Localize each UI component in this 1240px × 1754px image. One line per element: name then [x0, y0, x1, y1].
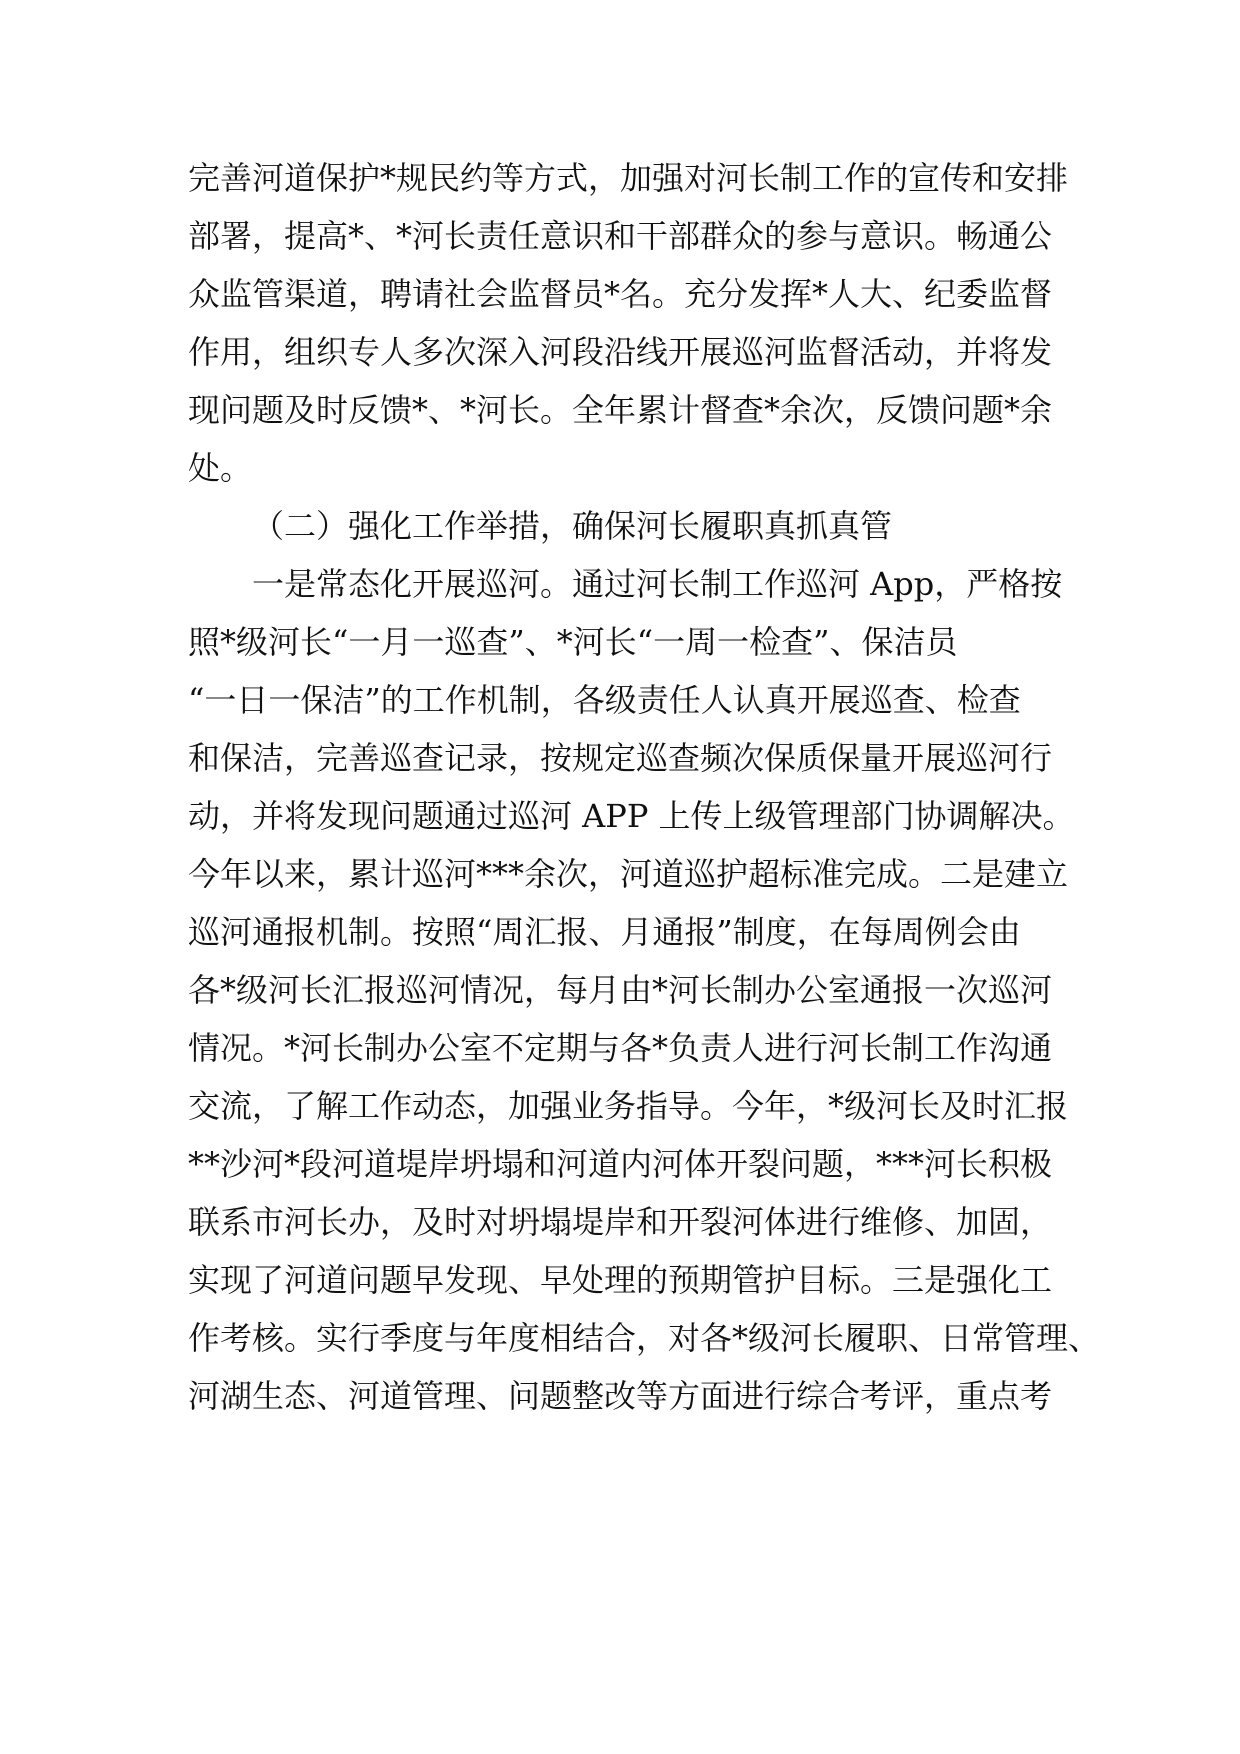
- paragraph-line: 动，并将发现问题通过巡河 APP 上传上级管理部门协调解决。: [188, 797, 1075, 835]
- paragraph-line: 交流，了解工作动态，加强业务指导。今年，*级河长及时汇报: [188, 1087, 1069, 1125]
- paragraph-line: 作用，组织专人多次深入河段沿线开展巡河监督活动，并将发: [188, 333, 1053, 371]
- paragraph-line: 照*级河长“一月一巡查”、*河长“一周一检查”、保洁员: [188, 623, 958, 661]
- paragraph-line: 一是常态化开展巡河。通过河长制工作巡河 App，严格按: [252, 565, 1063, 603]
- paragraph-line: 河湖生态、河道管理、问题整改等方面进行综合考评，重点考: [188, 1377, 1053, 1415]
- paragraph-line: 现问题及时反馈*、*河长。全年累计督查*余次，反馈问题*余: [188, 391, 1053, 429]
- paragraph-line: 巡河通报机制。按照“周汇报、月通报”制度，在每周例会由: [188, 913, 1021, 951]
- paragraph-line: 联系市河长办，及时对坍塌堤岸和开裂河体进行维修、加固，: [188, 1203, 1053, 1241]
- paragraph-line: 今年以来，累计巡河***余次，河道巡护超标准完成。二是建立: [188, 855, 1069, 893]
- paragraph-line: 实现了河道问题早发现、早处理的预期管护目标。三是强化工: [188, 1261, 1053, 1299]
- paragraph-line: 完善河道保护*规民约等方式，加强对河长制工作的宣传和安排: [188, 159, 1069, 197]
- paragraph-line: **沙河*段河道堤岸坍塌和河道内河体开裂问题，***河长积极: [188, 1145, 1053, 1183]
- paragraph-line: 部署，提高*、*河长责任意识和干部群众的参与意识。畅通公: [188, 217, 1053, 255]
- paragraph-line: 处。: [188, 449, 253, 487]
- paragraph-line: 作考核。实行季度与年度相结合，对各*级河长履职、日常管理、: [188, 1319, 1101, 1357]
- paragraph-line: 和保洁，完善巡查记录，按规定巡查频次保质保量开展巡河行: [188, 739, 1053, 777]
- paragraph-line: 情况。*河长制办公室不定期与各*负责人进行河长制工作沟通: [188, 1029, 1053, 1067]
- paragraph-line: 各*级河长汇报巡河情况，每月由*河长制办公室通报一次巡河: [188, 971, 1053, 1009]
- section-heading: （二）强化工作举措，确保河长履职真抓真管: [252, 507, 893, 545]
- paragraph-line: “一日一保洁”的工作机制，各级责任人认真开展巡查、检查: [188, 681, 1021, 719]
- paragraph-line: 众监管渠道，聘请社会监督员*名。充分发挥*人大、纪委监督: [188, 275, 1053, 313]
